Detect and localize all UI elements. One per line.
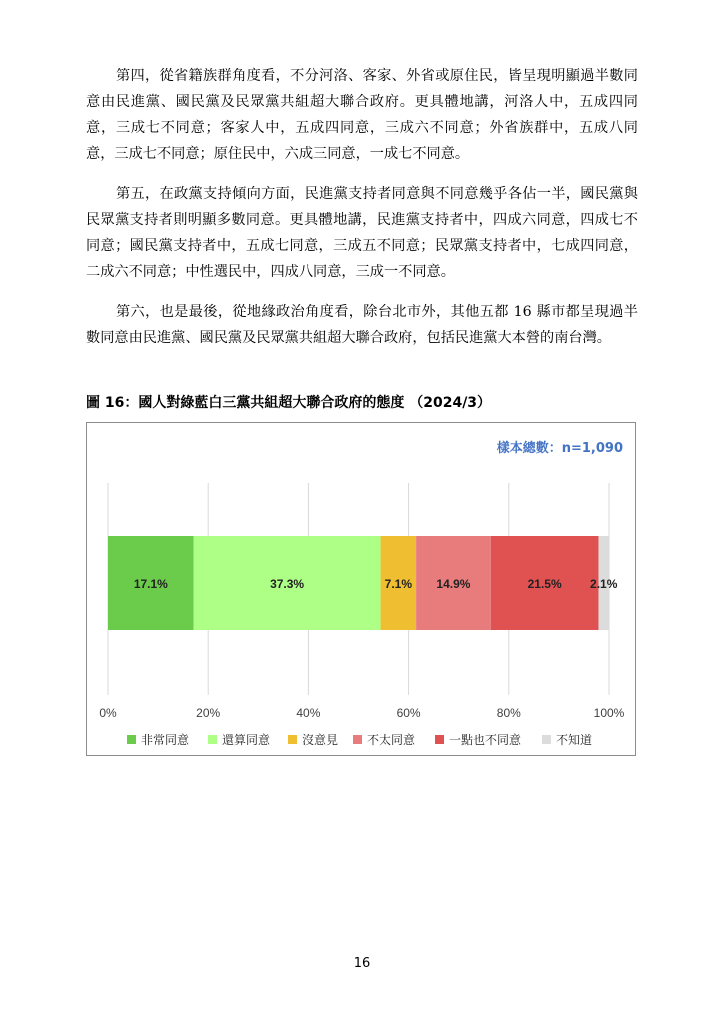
x-tick-label: 0%	[99, 706, 117, 720]
stacked-bar-chart	[87, 423, 635, 755]
legend-swatch	[542, 735, 551, 744]
legend-swatch	[288, 735, 297, 744]
data-label: 7.1%	[384, 577, 413, 591]
data-label: 17.1%	[133, 577, 168, 591]
page-number: 16	[353, 956, 371, 971]
data-label: 21.5%	[527, 577, 562, 591]
paragraph-ethnic-groups: 第四，從省籍族群角度看，不分河洛、客家、外省或原住民，皆呈現明顯過半數同意由民進黨、國民黨及民眾黨共組超大聯合政府。更具體地講，河洛人中，五成四同意，三成七不同意；客家人中，五成四同意，三成六不同意；外省族群中，五成八同意，三成七不同意；原住民中，六成三同意，一成七不同意。	[86, 68, 638, 162]
data-label: 2.1%	[590, 577, 618, 591]
x-tick-label: 100%	[593, 706, 625, 720]
legend-label: 非常同意	[141, 733, 190, 747]
sample-size-note: 樣本總數：n=1,090	[496, 441, 623, 456]
paragraph-geopolitics: 第六，也是最後，從地緣政治角度看，除台北市外，其他五都 16 縣市都呈現過半數同意由民進黨、國民黨及民眾黨共組超大聯合政府，包括民進黨大本營的南台灣。	[86, 304, 638, 346]
legend-label: 不知道	[556, 733, 593, 747]
legend-swatch	[127, 735, 136, 744]
figure-title: 圖 16：國人對綠藍白三黨共組超大聯合政府的態度 （2024/3）	[86, 395, 492, 411]
x-tick-label: 40%	[296, 706, 321, 720]
chart-container	[86, 422, 636, 756]
x-tick-label: 80%	[496, 706, 521, 720]
data-label: 14.9%	[436, 577, 471, 591]
data-label: 37.3%	[270, 577, 305, 591]
x-tick-label: 20%	[196, 706, 221, 720]
legend-swatch	[353, 735, 362, 744]
legend-label: 一點也不同意	[449, 733, 522, 747]
paragraph-party-support: 第五，在政黨支持傾向方面，民進黨支持者同意與不同意幾乎各佔一半，國民黨與民眾黨支持者則明顯多數同意。更具體地講，民進黨支持者中，四成六同意，四成七不同意；國民黨支持者中，五成七同意，三成五不同意；民眾黨支持者中，七成四同意，二成六不同意；中性選民中，四成八同意，三成一不同意。	[86, 186, 638, 280]
legend-label: 沒意見	[302, 733, 339, 747]
legend-label: 還算同意	[222, 733, 271, 747]
legend-swatch	[208, 735, 217, 744]
legend-swatch	[435, 735, 444, 744]
x-tick-label: 60%	[396, 706, 421, 720]
legend-label: 不太同意	[367, 733, 416, 747]
